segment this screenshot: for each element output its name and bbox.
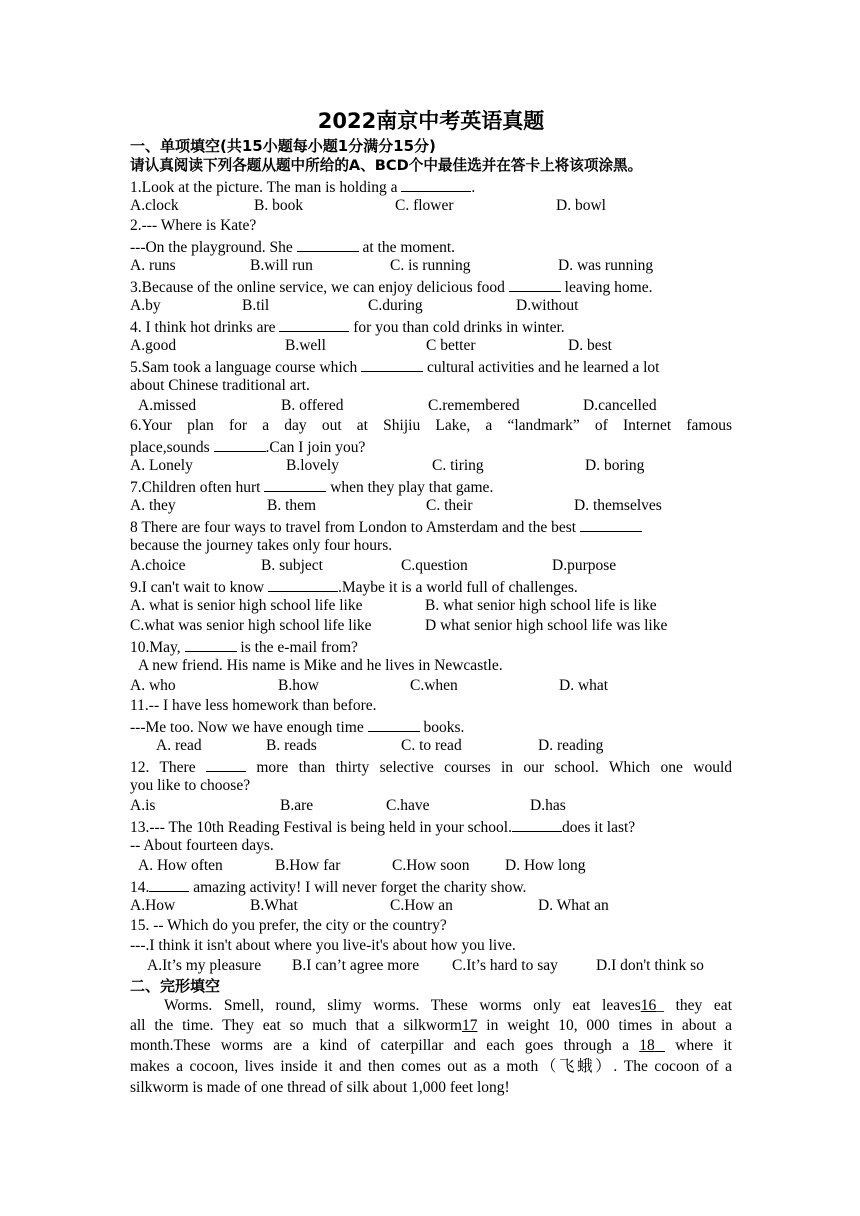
option-c: C. flower [395, 197, 454, 214]
question-11-stem-2: ---Me too. Now we have enough time books. [130, 716, 732, 736]
question-11-stem: 11.-- I have less homework than before. [130, 697, 377, 714]
option-d: D. bowl [556, 197, 606, 214]
question-9-options-ab [130, 596, 732, 616]
blank-18: 18 [639, 1037, 655, 1054]
question-8-options [130, 556, 732, 576]
option-b: B. what senior high school life is like [425, 597, 657, 614]
question-13-stem-2: -- About fourteen days. [130, 837, 274, 854]
question-10-options [130, 676, 732, 696]
question-3-stem: 3.Because of the online service, we can enjoy delicious food leaving home. [130, 276, 732, 296]
option-c: C. is running [390, 257, 471, 274]
question-2-stem-2: ---On the playground. She at the moment. [130, 236, 732, 256]
question-6-stem-2: place,sounds .Can I join you? [130, 436, 732, 456]
option-a: A.How [130, 897, 176, 914]
option-c: C. tiring [432, 457, 484, 474]
passage-line-4: makes a cocoon, lives inside it and then comes out as a moth（飞蛾）. The cocoon of a [130, 1058, 732, 1075]
section2-heading: 二、完形填空 [130, 977, 221, 995]
option-a: A.by [130, 297, 161, 314]
answer-blank [509, 276, 561, 292]
section1-instruction: 请认真阅读下列各题从题中所给的A、BCD个中最佳选并在答卡上将该项涂黑。 [130, 157, 643, 174]
document-content [130, 106, 732, 1098]
option-a: A. How often [138, 857, 223, 874]
answer-blank [279, 316, 349, 332]
question-13-stem: 13.--- The 10th Reading Festival is being held in your school. does it last? [130, 816, 732, 836]
answer-blank [268, 576, 338, 592]
option-c: C.when [410, 677, 458, 694]
option-b: B.are [280, 797, 314, 814]
option-d: D.without [516, 297, 579, 314]
answer-blank [512, 816, 562, 832]
question-13-options [130, 856, 732, 876]
option-b: B.How far [275, 857, 341, 874]
answer-blank [206, 756, 246, 772]
question-7-stem: 7.Children often hurt when they play that game. [130, 476, 732, 496]
option-b: B.til [242, 297, 270, 314]
question-15-stem: 15. -- Which do you prefer, the city or the country? [130, 917, 447, 934]
question-11-options [130, 736, 732, 756]
question-7-options [130, 496, 732, 516]
question-15-options [130, 956, 732, 976]
option-d: D. How long [505, 857, 586, 874]
option-d: D. was running [558, 257, 654, 274]
option-d: D. themselves [574, 497, 662, 514]
option-b: B.will run [250, 257, 313, 274]
passage-line-5: silkworm is made of one thread of silk about 1,000 feet long! [130, 1079, 510, 1096]
option-d: D. boring [585, 457, 645, 474]
option-c: C.How soon [392, 857, 470, 874]
option-b: B. book [254, 197, 304, 214]
question-4-stem: 4. I think hot drinks are for you than cold drinks in winter. [130, 316, 732, 336]
question-12-options [130, 796, 732, 816]
passage-line-3: month.These worms are a kind of caterpillar and each goes through a 18 where it [130, 1037, 732, 1054]
question-8-stem: 8 There are four ways to travel from London to Amsterdam and the best [130, 516, 732, 536]
option-d: D. best [568, 337, 612, 354]
option-d: D.cancelled [583, 397, 657, 414]
option-d: D.I don't think so [596, 957, 704, 974]
question-9-options-cd [130, 616, 732, 636]
option-a: A.choice [130, 557, 186, 574]
option-d: D. What an [538, 897, 609, 914]
option-a: A. read [156, 737, 202, 754]
option-b: B. reads [266, 737, 317, 754]
option-a: A.is [130, 797, 156, 814]
option-d: D. reading [538, 737, 604, 754]
option-d: D what senior high school life was like [425, 617, 668, 634]
question-2-options [130, 256, 732, 276]
answer-blank [185, 636, 237, 652]
question-9-stem: 9.I can't wait to know .Maybe it is a world full of challenges. [130, 576, 732, 596]
answer-blank [297, 236, 359, 252]
option-a: A. what is senior high school life like [130, 597, 363, 614]
option-c: C.what was senior high school life like [130, 617, 372, 634]
question-6-options [130, 456, 732, 476]
option-a: A.missed [138, 397, 197, 414]
option-a: A.It’s my pleasure [147, 957, 262, 974]
option-b: B.I can’t agree more [292, 957, 420, 974]
question-5-stem-2: about Chinese traditional art. [130, 377, 310, 394]
question-1-options [130, 196, 732, 216]
blank-17: 17 [461, 1017, 478, 1034]
question-3-options [130, 296, 732, 316]
question-5-stem: 5.Sam took a language course which cultural activities and he learned a lot [130, 356, 732, 376]
option-d: D. what [559, 677, 609, 694]
question-6-stem: 6.Your plan for a day out at Shijiu Lake, a “landmark” of Internet famous [130, 417, 732, 434]
answer-blank [580, 516, 642, 532]
option-a: A. they [130, 497, 176, 514]
option-c: C.during [368, 297, 423, 314]
answer-blank [368, 716, 420, 732]
option-c: C. their [426, 497, 473, 514]
option-d: D.has [530, 797, 566, 814]
option-c: C.It’s hard to say [452, 957, 558, 974]
question-8-stem-2: because the journey takes only four hours. [130, 537, 393, 554]
option-c: C.have [386, 797, 430, 814]
option-d: D.purpose [552, 557, 617, 574]
option-a: A.clock [130, 197, 179, 214]
section1-heading: 一、单项填空(共15小题每小题1分满分15分) [130, 137, 436, 155]
question-4-options [130, 336, 732, 356]
question-14-stem: 14. amazing activity! I will never forget the charity show. [130, 876, 732, 896]
blank-16: 16 [640, 997, 657, 1014]
option-a: A. runs [130, 257, 176, 274]
answer-blank [264, 476, 326, 492]
question-2-stem: 2.--- Where is Kate? [130, 217, 257, 234]
question-10-stem-2: A new friend. His name is Mike and he lives in Newcastle. [138, 657, 503, 674]
passage-line-1: Worms. Smell, round, slimy worms. These worms only eat leaves16_ they eat [164, 997, 732, 1014]
question-1-stem: 1.Look at the picture. The man is holding a . [130, 176, 732, 196]
option-a: A.good [130, 337, 177, 354]
question-5-options [130, 396, 732, 416]
option-b: B. subject [261, 557, 323, 574]
answer-blank [401, 176, 471, 192]
question-15-stem-2: ---.I think it isn't about where you live-it's about how you live. [130, 937, 516, 954]
option-a: A. who [130, 677, 176, 694]
option-b: B.What [250, 897, 298, 914]
question-14-options [130, 896, 732, 916]
answer-blank [214, 436, 266, 452]
option-b: B.how [278, 677, 319, 694]
option-a: A. Lonely [130, 457, 193, 474]
option-c: C. to read [401, 737, 462, 754]
question-12-stem: 12. There more than thirty selective courses in our school. Which one would [130, 756, 732, 776]
answer-blank [149, 876, 189, 892]
option-b: B. them [267, 497, 317, 514]
answer-blank [361, 356, 423, 372]
passage-line-2: all the time. They eat so much that a silkworm17 in weight 10, 000 times in about a [130, 1017, 732, 1034]
option-c: C.question [401, 557, 468, 574]
option-c: C better [426, 337, 476, 354]
document-title: 2022南京中考英语真题 [317, 109, 545, 133]
question-12-stem-2: you like to choose? [130, 777, 251, 794]
option-b: B.lovely [286, 457, 339, 474]
option-b: B. offered [281, 397, 344, 414]
option-b: B.well [285, 337, 326, 354]
option-c: C.remembered [428, 397, 520, 414]
question-10-stem: 10.May, is the e-mail from? [130, 636, 732, 656]
option-c: C.How an [390, 897, 453, 914]
